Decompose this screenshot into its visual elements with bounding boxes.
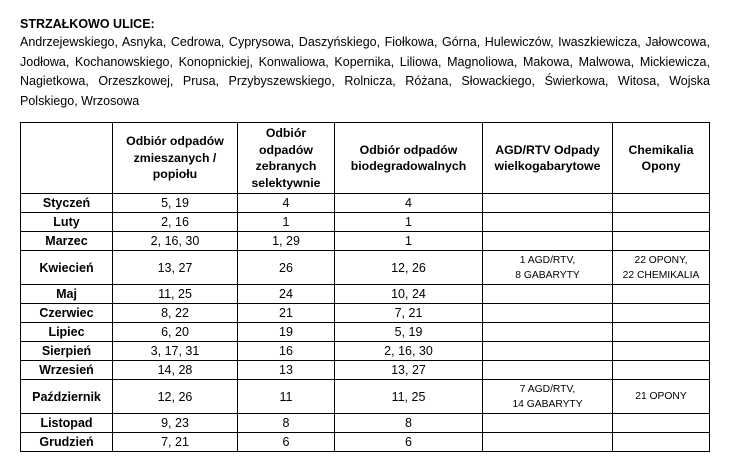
chem-cell bbox=[613, 194, 710, 213]
table-row bbox=[21, 361, 710, 380]
table-row bbox=[21, 304, 710, 323]
bio-cell: 5, 19 bbox=[335, 323, 483, 342]
mixed-cell: 2, 16, 30 bbox=[113, 232, 238, 251]
month-cell: Sierpień bbox=[21, 342, 113, 361]
mixed-cell: 3, 17, 31 bbox=[113, 342, 238, 361]
selective-cell: 11 bbox=[238, 380, 335, 414]
bio-cell: 13, 27 bbox=[335, 361, 483, 380]
mixed-cell: 12, 26 bbox=[113, 380, 238, 414]
agd-line: 14 GABARYTY bbox=[512, 398, 583, 410]
selective-cell: 13 bbox=[238, 361, 335, 380]
bio-cell: 12, 26 bbox=[335, 251, 483, 285]
agd-cell bbox=[483, 213, 613, 232]
month-cell: Wrzesień bbox=[21, 361, 113, 380]
collection-schedule-table bbox=[20, 122, 710, 452]
street-line: Malwowa, Mickiewicza, Nagietkowa, Orzeszkowej, Prusa, Przybyszewskiego, Rolnicza, Różana, Słowackiego, bbox=[20, 54, 710, 89]
street-line: Andrzejewskiego, Asnyka, Cedrowa, Cyprysowa, Daszyńskiego, Fiołkowa, Górna, Hulewiczów, Iwaszkiewicza, bbox=[20, 35, 641, 49]
selective-cell: 26 bbox=[238, 251, 335, 285]
bio-cell: 8 bbox=[335, 414, 483, 433]
table-row bbox=[21, 323, 710, 342]
mixed-cell: 8, 22 bbox=[113, 304, 238, 323]
chem-cell bbox=[613, 380, 710, 414]
chem-line: 21 OPONY bbox=[635, 391, 687, 402]
bio-cell: 1 bbox=[335, 213, 483, 232]
month-cell: Listopad bbox=[21, 414, 113, 433]
table-row bbox=[21, 194, 710, 213]
mixed-cell: 6, 20 bbox=[113, 323, 238, 342]
bio-cell: 10, 24 bbox=[335, 285, 483, 304]
month-cell: Kwiecień bbox=[21, 251, 113, 285]
chem-cell bbox=[613, 304, 710, 323]
schedule-body bbox=[21, 194, 710, 452]
header-bio-waste: Odbiór odpadów biodegradowalnych bbox=[335, 123, 483, 194]
table-row bbox=[21, 433, 710, 452]
street-line: Jałowcowa, Jodłowa, Kochanowskiego, Konopnickiej, Konwaliowa, Kopernika, Liliowa, Magnoliowa, Makowa, bbox=[20, 35, 710, 69]
street-line: Świerkowa, Witosa, Wojska Polskiego, Wrzosowa bbox=[20, 74, 710, 108]
table-row bbox=[21, 251, 710, 285]
agd-cell bbox=[483, 433, 613, 452]
selective-cell: 1 bbox=[238, 213, 335, 232]
month-cell: Maj bbox=[21, 285, 113, 304]
table-row bbox=[21, 213, 710, 232]
header-chemicals-tires: Chemikalia Opony bbox=[613, 123, 710, 194]
header-agd-bulky: AGD/RTV Odpady wielkogabarytowe bbox=[483, 123, 613, 194]
bio-cell: 1 bbox=[335, 232, 483, 251]
selective-cell: 1, 29 bbox=[238, 232, 335, 251]
table-row bbox=[21, 414, 710, 433]
mixed-cell: 5, 19 bbox=[113, 194, 238, 213]
chem-cell bbox=[613, 433, 710, 452]
table-row bbox=[21, 285, 710, 304]
month-cell: Czerwiec bbox=[21, 304, 113, 323]
header-mixed-waste: Odbiór odpadów zmieszanych / popiołu bbox=[113, 123, 238, 194]
selective-cell: 21 bbox=[238, 304, 335, 323]
mixed-cell: 9, 23 bbox=[113, 414, 238, 433]
month-cell: Październik bbox=[21, 380, 113, 414]
chem-cell bbox=[613, 213, 710, 232]
streets-heading: STRZAŁKOWO ULICE: bbox=[20, 17, 155, 31]
table-row bbox=[21, 342, 710, 361]
chem-cell bbox=[613, 414, 710, 433]
chem-cell bbox=[613, 342, 710, 361]
month-cell: Grudzień bbox=[21, 433, 113, 452]
mixed-cell: 2, 16 bbox=[113, 213, 238, 232]
month-cell: Styczeń bbox=[21, 194, 113, 213]
mixed-cell: 14, 28 bbox=[113, 361, 238, 380]
agd-line: 1 AGD/RTV, bbox=[519, 254, 576, 266]
chem-line: 22 CHEMIKALIA bbox=[622, 269, 700, 281]
mixed-cell: 7, 21 bbox=[113, 433, 238, 452]
agd-line: 8 GABARYTY bbox=[515, 269, 580, 281]
chem-line: 22 OPONY, bbox=[634, 254, 688, 266]
header-month bbox=[21, 123, 113, 194]
table-row bbox=[21, 380, 710, 414]
chem-cell bbox=[613, 323, 710, 342]
agd-line: 7 AGD/RTV, bbox=[519, 383, 576, 395]
bio-cell: 6 bbox=[335, 433, 483, 452]
agd-cell bbox=[483, 342, 613, 361]
header-selective-waste: Odbiór odpadów zebranych selektywnie bbox=[238, 123, 335, 194]
agd-cell bbox=[483, 414, 613, 433]
selective-cell: 24 bbox=[238, 285, 335, 304]
agd-cell bbox=[483, 232, 613, 251]
mixed-cell: 13, 27 bbox=[113, 251, 238, 285]
agd-cell bbox=[483, 323, 613, 342]
bio-cell: 11, 25 bbox=[335, 380, 483, 414]
header-row bbox=[21, 123, 710, 194]
chem-cell bbox=[613, 285, 710, 304]
selective-cell: 4 bbox=[238, 194, 335, 213]
agd-cell bbox=[483, 194, 613, 213]
agd-cell bbox=[483, 304, 613, 323]
selective-cell: 8 bbox=[238, 414, 335, 433]
selective-cell: 19 bbox=[238, 323, 335, 342]
bio-cell: 7, 21 bbox=[335, 304, 483, 323]
selective-cell: 16 bbox=[238, 342, 335, 361]
mixed-cell: 11, 25 bbox=[113, 285, 238, 304]
chem-cell bbox=[613, 232, 710, 251]
street-list bbox=[20, 33, 710, 111]
agd-cell bbox=[483, 251, 613, 285]
agd-cell bbox=[483, 361, 613, 380]
bio-cell: 4 bbox=[335, 194, 483, 213]
table-row bbox=[21, 232, 710, 251]
month-cell: Luty bbox=[21, 213, 113, 232]
selective-cell: 6 bbox=[238, 433, 335, 452]
month-cell: Lipiec bbox=[21, 323, 113, 342]
month-cell: Marzec bbox=[21, 232, 113, 251]
chem-cell bbox=[613, 251, 710, 285]
document bbox=[20, 15, 710, 111]
agd-cell bbox=[483, 380, 613, 414]
bio-cell: 2, 16, 30 bbox=[335, 342, 483, 361]
agd-cell bbox=[483, 285, 613, 304]
chem-cell bbox=[613, 361, 710, 380]
